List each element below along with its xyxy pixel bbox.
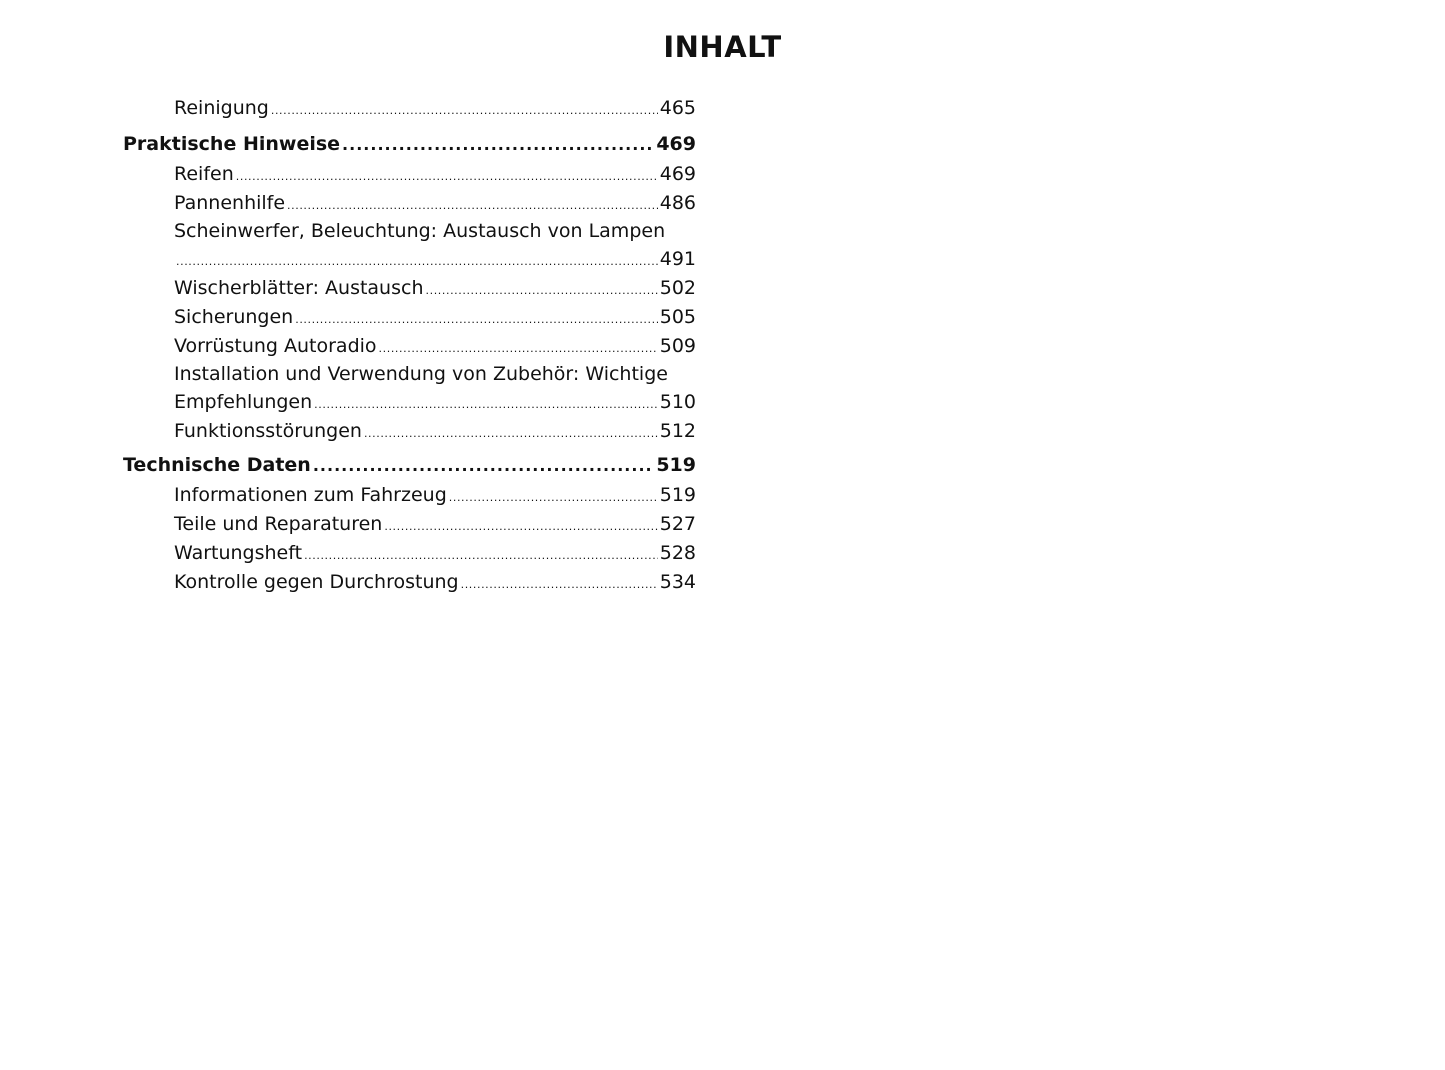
toc-entry-label: Scheinwerfer, Beleuchtung: Austausch von Lampen — [174, 220, 666, 242]
dot-leader — [287, 191, 658, 220]
dot-leader — [176, 247, 658, 276]
dot-leader — [342, 129, 654, 161]
toc-entry-pannenhilfe[interactable] — [123, 189, 696, 218]
dot-leader — [384, 512, 657, 541]
toc-entry-page: 527 — [659, 513, 696, 535]
toc-entry-wischerblaetter[interactable] — [123, 274, 696, 303]
toc-entry-label: Kontrolle gegen Durchrostung — [174, 571, 459, 593]
dot-leader — [426, 276, 658, 305]
toc-entry-label: Wartungsheft — [174, 542, 303, 564]
toc-entry-label: Teile und Reparaturen — [174, 513, 383, 535]
toc-section-label: Technische Daten — [123, 454, 311, 476]
toc-entry-vorruestung-autoradio[interactable] — [123, 332, 696, 361]
dot-leader — [461, 570, 658, 599]
toc-entry-teile-reparaturen[interactable] — [123, 510, 696, 539]
toc-entry-wartungsheft[interactable] — [123, 539, 696, 568]
toc-entry-page: 505 — [659, 306, 696, 328]
toc-section-technische-daten[interactable] — [123, 449, 696, 481]
toc-section-page: 469 — [656, 133, 696, 155]
toc-section-page: 519 — [656, 454, 696, 476]
toc-section-praktische-hinweise[interactable] — [123, 128, 696, 160]
toc-entry-sicherungen[interactable] — [123, 303, 696, 332]
toc-entry-page: 528 — [659, 542, 696, 564]
toc-entry-page: 469 — [659, 163, 696, 185]
toc-entry-label: Installation und Verwendung von Zubehör: Wichtige — [174, 363, 668, 385]
toc-entry-label: Reifen — [174, 163, 234, 185]
toc-entry-page: 512 — [659, 420, 696, 442]
toc-entry-label: Pannenhilfe — [174, 192, 286, 214]
toc-entry-informationen-fahrzeug[interactable] — [123, 481, 696, 510]
toc-entry-label: Vorrüstung Autoradio — [174, 335, 377, 357]
page-title: INHALT — [663, 30, 782, 64]
toc-entry-page: 502 — [659, 277, 696, 299]
toc-entry-page: 510 — [659, 391, 696, 413]
toc-entry-reinigung[interactable] — [123, 94, 696, 123]
dot-leader — [271, 96, 658, 125]
dot-leader — [314, 390, 658, 419]
dot-leader — [313, 450, 654, 482]
dot-leader — [236, 162, 658, 191]
toc-entry-continuation — [174, 388, 696, 417]
toc-entry-label: Informationen zum Fahrzeug — [174, 484, 447, 506]
toc-entry-kontrolle-durchrostung[interactable] — [123, 568, 696, 597]
toc-entry-installation-zubehoer[interactable] — [123, 361, 696, 417]
toc-entry-page: 509 — [659, 335, 696, 357]
dot-leader — [364, 419, 658, 448]
table-of-contents — [123, 94, 696, 597]
dot-leader — [295, 305, 658, 334]
toc-entry-funktionsstoerungen[interactable] — [123, 417, 696, 446]
toc-entry-label-line2: Empfehlungen — [174, 391, 313, 413]
toc-entry-page: 491 — [659, 248, 696, 270]
toc-entry-page: 486 — [659, 192, 696, 214]
toc-entry-scheinwerfer[interactable] — [123, 218, 696, 274]
toc-entry-reifen[interactable] — [123, 160, 696, 189]
toc-entry-page: 519 — [659, 484, 696, 506]
toc-entry-label: Sicherungen — [174, 306, 294, 328]
toc-entry-label: Funktionsstörungen — [174, 420, 362, 442]
dot-leader — [449, 483, 658, 512]
dot-leader — [379, 334, 658, 363]
toc-entry-page: 465 — [659, 97, 696, 119]
toc-entry-label: Reinigung — [174, 97, 269, 119]
toc-entry-continuation — [174, 245, 696, 274]
dot-leader — [304, 541, 658, 570]
toc-entry-label: Wischerblätter: Austausch — [174, 277, 424, 299]
toc-section-label: Praktische Hinweise — [123, 133, 341, 155]
toc-entry-page: 534 — [659, 571, 696, 593]
